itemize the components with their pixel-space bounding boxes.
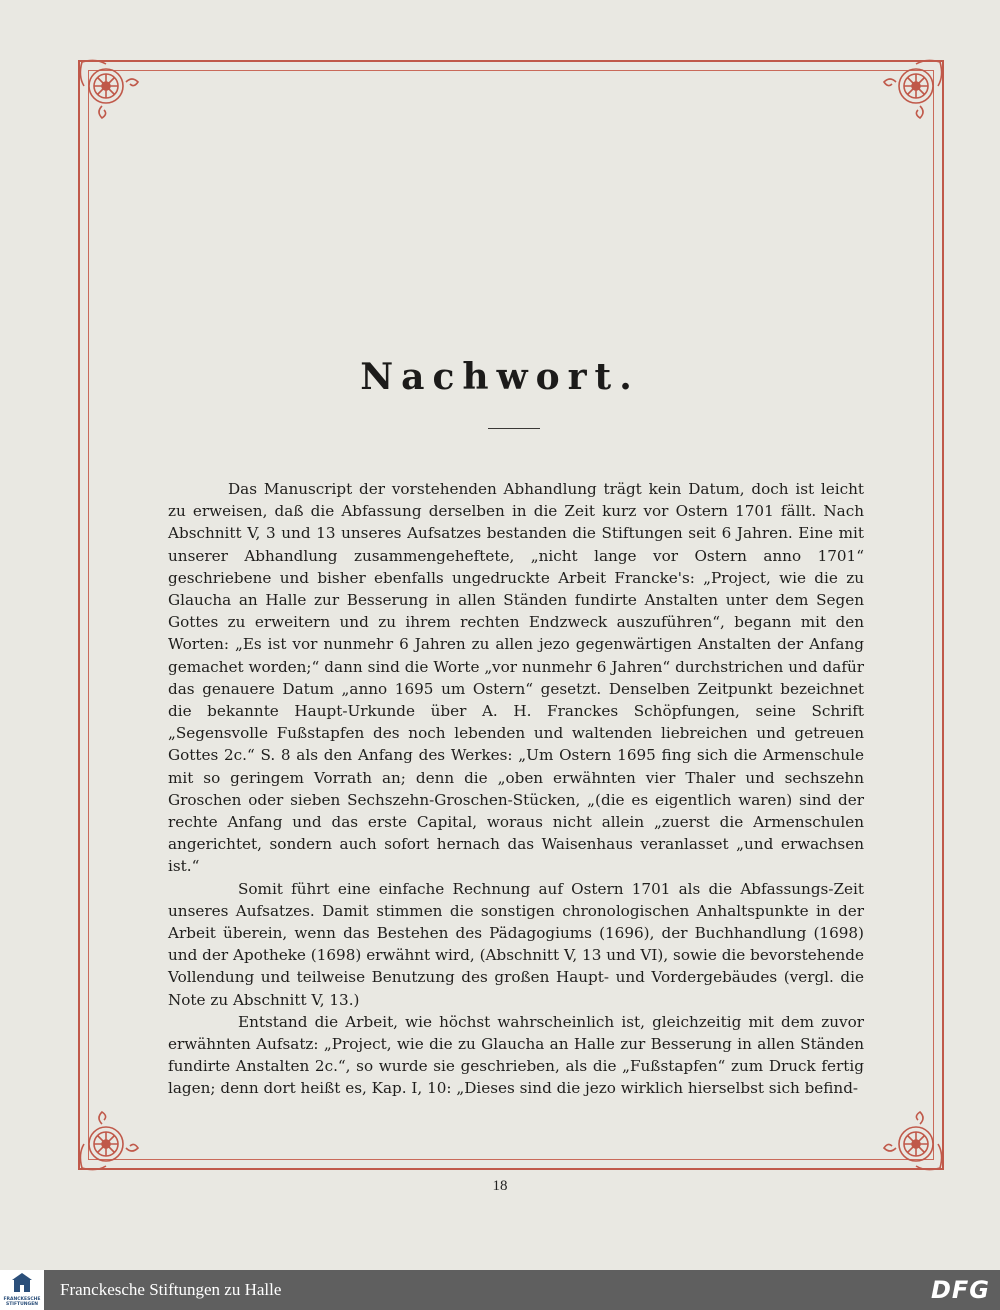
rosette-ornament-icon [76,56,140,120]
page-title: Nachwort. [360,356,640,398]
rosette-ornament-icon [76,1110,140,1174]
building-icon [0,1270,44,1296]
paragraph-1: Das Manuscript der vorstehenden Abhandlung trägt kein Datum, doch ist leicht zu erweisen, daß die Abfassung derselben in die Zeit kurz vor Ostern 1701 fällt. Nach Abschnitt V, 3 und 13 unseres Aufsatzes bestanden die Stiftungen seit 6 Jahren. Eine mit unserer Abhandlung zusammengeheftete, „nicht lange vor Ostern anno 1701“ geschriebene und bisher ebenfalls ungedruckte Arbeit Francke's: „Project, wie die zu Glaucha an Halle zur Besserung in allen Ständen fundirte Anstalten unter dem Segen Gottes zu erweitern und zu ihrem rechten Endzweck auszuführen“, begann mit den Worten: „Es ist vor nunmehr 6 Jahren zu allen jezo gegenwärtigen Anstalten der Anfang gemachet worden;“ dann sind die Worte „vor nunmehr 6 Jahren“ durchstrichen und dafür das genauere Datum „anno 1695 um Ostern“ gesetzt. Denselben Zeitpunkt bezeichnet die bekannte Haupt-Urkunde über A. H. Franckes Schöpfungen, seine Schrift „Segensvolle Fußstapfen des noch lebenden und waltenden liebreichen und getreuen Gottes 2c.“ S. 8 als den Anfang des Werkes: „Um Ostern 1695 fing sich die Armenschule mit so geringem Vorrath an; denn die „oben erwähnten vier Thaler und sechszehn Groschen oder sieben Sechszehn-Groschen-Stücken, „(die es eigentlich waren) sind der rechte Anfang und das erste Capital, woraus nicht allein „zuerst die Armenschulen angerichtet, sondern auch sofort hernach das Waisenhaus veranlasset „und erwachsen ist.“ [168,480,864,876]
paragraph-3: Entstand die Arbeit, wie höchst wahrscheinlich ist, gleichzeitig mit dem zuvor erwähnten Aufsatz: „Project, wie die zu Glaucha an Halle zur Besserung in allen Ständen fundirte Anstalten 2c.“, so wurde sie geschrieben, als die „Fußstapfen“ zum Druck fertig lagen; denn dort heißt es, Kap. I, 10: „Dieses sind die jezo wirklich hierselbst sich befind- [168,1012,864,1098]
body-text [168,478,864,1100]
institution-name: Franckesche Stiftungen zu Halle [60,1280,282,1299]
title-divider [488,428,540,429]
logo-text: FRANCKESCHE STIFTUNGEN [3,1297,41,1307]
paragraph-2: Somit führt eine einfache Rechnung auf Ostern 1701 als die Abfassungs-Zeit unseres Aufsatzes. Damit stimmen die sonstigen chronologischen Anhaltspunkte in der Arbeit überein, wenn das Bestehen des Pädagogiums (1696), der Buchhandlung (1698) und der Apotheke (1698) erwähnt wird, (Abschnitt V, 13 und VI), sowie die bevorstehende Vollendung und teilweise Benutzung des großen Haupt- und Vordergebäudes (vergl. die Note zu Abschnitt V, 13.) [168,879,864,1009]
franckesche-logo-icon[interactable] [0,1270,44,1310]
dfg-logo-icon[interactable]: DFG [930,1276,990,1304]
rosette-ornament-icon [882,56,946,120]
footer-bar [0,1270,1000,1310]
rosette-ornament-icon [882,1110,946,1174]
page-number: 18 [492,1178,508,1194]
